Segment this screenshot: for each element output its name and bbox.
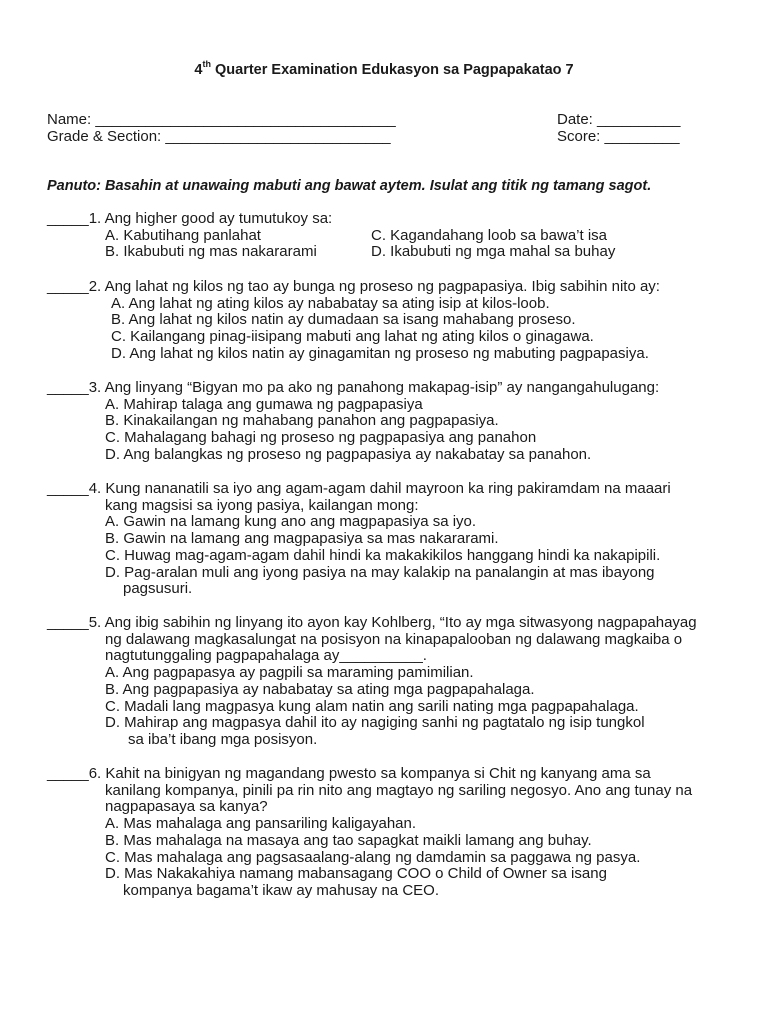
answer-blank: _____ [47, 210, 89, 227]
title-text: Quarter Examination Edukasyon sa Pagpapakatao 7 [210, 61, 574, 78]
title-superscript: th [202, 59, 211, 69]
option-d: D. Mahirap ang magpasya dahil ito ay nagiging sanhi ng pagtatalo ng isip tungkol [105, 714, 645, 732]
answer-blank: _____ [47, 614, 89, 631]
option-a: A. Mahirap talaga ang gumawa ng pagpapasiya [105, 395, 423, 413]
option-b: B. Ikabubuti ng mas nakararami [105, 243, 317, 261]
question-3 [47, 380, 737, 464]
date-field: Date: __________ [557, 111, 681, 128]
option-b: B. Mas mahalaga na masaya ang tao sapagkat maikli lamang ang buhay. [105, 831, 592, 849]
options-grid [47, 228, 737, 261]
option-d: D. Ang lahat ng kilos natin ay ginagamitan ng proseso ng mabuting pagpapasiya. [111, 344, 649, 362]
question-stem: 2. Ang lahat ng kilos ng tao ay bunga ng proseso ng pagpapasiya. Ibig sabihin nito ay: [88, 278, 660, 295]
name-field: Name: ____________________________________ [47, 111, 396, 128]
option-d: D. Mas Nakakahiya namang mabansagang COO o Child of Owner sa isang [105, 865, 607, 883]
option-c: C. Kagandahang loob sa bawa’t isa [371, 226, 608, 244]
option-a: A. Kabutihang panlahat [105, 226, 261, 244]
question-6 [47, 766, 737, 900]
option-d: D. Ikabubuti ng mga mahal sa buhay [371, 243, 616, 261]
question-stem-continuation: ng dalawang magkasalungat na posisyon na kinapapalooban ng dalawang magkaiba o [105, 630, 683, 648]
question-stem: 3. Ang linyang “Bigyan mo pa ako ng panahong makapag-isip” ay nangangahulugang: [88, 379, 660, 396]
option-d-continuation: kompanya bagama’t ikaw ay mahusay na CEO. [123, 881, 439, 899]
question-stem: 1. Ang higher good ay tumutukoy sa: [88, 210, 333, 227]
option-c: C. Huwag mag-agam-agam dahil hindi ka makakikilos hanggang hindi ka nakapipili. [105, 546, 661, 564]
answer-blank: _____ [47, 379, 89, 396]
instructions: Panuto: Basahin at unawaing mabuti ang bawat aytem. Isulat ang titik ng tamang sagot. [47, 178, 652, 194]
question-stem: 5. Ang ibig sabihin ng linyang ito ayon kay Kohlberg, “Ito ay mga sitwasyong nagpapahayag [88, 614, 697, 631]
option-c: C. Mahalagang bahagi ng proseso ng pagpapasiya ang panahon [105, 429, 537, 447]
option-d-continuation: pagsusuri. [123, 580, 193, 598]
grade-section-field: Grade & Section: ___________________________ [47, 128, 391, 145]
option-a: A. Gawin na lamang kung ano ang magpapasiya sa iyo. [105, 513, 477, 531]
option-c: C. Kailangang pinag-iisipang mabuti ang lahat ng ating kilos o ginagawa. [111, 328, 594, 346]
question-5 [47, 615, 737, 749]
option-a: A. Ang lahat ng ating kilos ay nababatay sa ating isip at kilos-loob. [111, 294, 550, 312]
option-b: B. Ang lahat ng kilos natin ay dumadaan sa isang mahabang proseso. [111, 311, 576, 329]
option-d-continuation: sa iba’t ibang mga posisyon. [128, 730, 318, 748]
option-d: D. Ang balangkas ng proseso ng pagpapasiya ay nakabatay sa panahon. [105, 445, 592, 463]
score-field: Score: _________ [557, 128, 680, 145]
question-stem-continuation: kanilang kompanya, pinili pa rin nito ang magtayo ng sariling negosyo. Ano ang tunay na [105, 781, 693, 799]
answer-blank: _____ [47, 278, 89, 295]
option-d: D. Pag-aralan muli ang iyong pasiya na may kalakip na panalangin at mas ibayong [105, 563, 655, 581]
question-stem-continuation: nagpapasaya sa kanya? [105, 798, 268, 816]
question-2 [47, 279, 737, 363]
question-1 [47, 211, 737, 261]
option-a: A. Mas mahalaga ang pansariling kaligayahan. [105, 815, 417, 833]
answer-blank: _____ [47, 765, 89, 782]
option-b: B. Kinakailangan ng mahabang panahon ang pagpapasiya. [105, 412, 499, 430]
answer-blank: _____ [47, 480, 89, 497]
title-number: 4 [194, 61, 203, 78]
question-4 [47, 481, 737, 598]
question-stem-continuation: kang magsisi sa iyong pasiya, kailangan mong: [105, 496, 419, 514]
exam-title [0, 60, 768, 78]
option-b: B. Gawin na lamang ang magpapasiya sa mas nakararami. [105, 530, 499, 548]
option-c: C. Mas mahalaga ang pagsasaalang-alang ng damdamin sa paggawa ng pasya. [105, 848, 641, 866]
question-stem: 4. Kung nananatili sa iyo ang agam-agam dahil mayroon ka ring pakiramdam na maaari [88, 480, 671, 497]
option-a: A. Ang pagpapasya ay pagpili sa maraming pamimilian. [105, 664, 474, 682]
option-b: B. Ang pagpapasiya ay nababatay sa ating mga pagpapahalaga. [105, 680, 535, 698]
question-stem: 6. Kahit na binigyan ng magandang pwesto sa kompanya si Chit ng kanyang ama sa [88, 765, 651, 782]
question-stem-continuation: nagtutunggaling pagpapahalaga ay__________. [105, 647, 427, 665]
option-c: C. Madali lang magpasya kung alam natin ang sarili nating mga pagpapahalaga. [105, 697, 639, 715]
